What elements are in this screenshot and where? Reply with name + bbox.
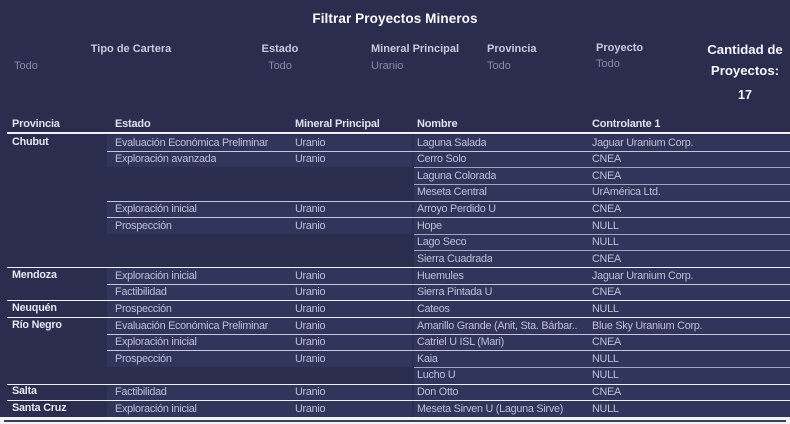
provincia-text: Río Negro [12,318,62,331]
table-row[interactable] [0,350,790,367]
estado-cell[interactable] [107,301,412,317]
controlante-text: Jaguar Uranium Corp. [592,269,694,282]
controlante-text: NULL [592,352,619,365]
project-count-label-line2: Proyectos: [710,63,780,78]
nombre-text: Huemules [417,269,464,282]
table-row[interactable] [0,384,790,401]
table-row[interactable] [0,134,790,151]
nombre-text: Hope [417,219,442,232]
filter-estado-label: Estado [261,43,299,55]
controlante-text: CNEA [592,386,621,399]
column-header-estado: Estado [115,118,151,130]
bottom-scrollbar[interactable] [0,417,790,424]
controlante-text: NULL [592,402,619,415]
nombre-text: Lucho U [417,369,456,382]
table-row[interactable] [0,250,790,267]
project-cell[interactable] [414,185,790,201]
nombre-text: Kaia [417,352,438,365]
table-row[interactable] [0,167,790,184]
table-row[interactable] [0,234,790,251]
controlante-text: CNEA [592,203,621,216]
project-cell[interactable] [414,235,790,251]
mineral-text: Uranio [295,203,326,216]
controlante-text: Blue Sky Uranium Corp. [592,319,703,332]
estado-cell[interactable] [107,318,412,334]
nombre-text: Catriel U ISL (Mari) [417,336,504,349]
column-header-controlante-1: Controlante 1 [592,118,661,130]
controlante-text: CNEA [592,169,621,182]
controlante-text: UrAmérica Ltd. [592,186,661,199]
filter-tipo-de-cartera-value[interactable]: Todo [14,60,38,72]
estado-cell[interactable] [107,401,412,417]
project-cell[interactable] [414,168,790,184]
provincia-text: Salta [12,385,37,398]
controlante-text: CNEA [592,286,621,299]
nombre-text: Sierra Cuadrada [417,252,493,265]
nombre-text: Cateos [417,302,450,315]
project-cell[interactable] [414,135,790,151]
estado-text: Exploración inicial [115,269,197,282]
project-cell[interactable] [414,401,790,417]
project-cell[interactable] [414,202,790,218]
project-cell[interactable] [414,318,790,334]
provincia-text: Neuquén [12,301,57,314]
project-cell[interactable] [414,251,790,267]
column-header-mineral-principal: Mineral Principal [295,118,380,130]
filter-estado-value[interactable]: Todo [268,60,292,72]
filter-mineral-principal-value[interactable]: Uranio [371,60,404,72]
project-cell[interactable] [414,368,790,384]
estado-cell[interactable] [107,135,412,151]
mineral-text: Uranio [295,136,326,149]
estado-text: Exploración inicial [115,402,197,415]
estado-text: Prospección [115,219,172,232]
provincia-text: Santa Cruz [12,401,67,414]
page-title: Filtrar Proyectos Mineros [312,11,478,26]
project-cell[interactable] [414,335,790,351]
estado-cell[interactable] [107,351,412,367]
table-row[interactable] [0,284,790,301]
estado-cell[interactable] [107,335,412,351]
nombre-text: Cerro Solo [417,153,467,166]
filter-proyecto-label: Proyecto [596,42,644,54]
nombre-text: Don Otto [417,386,459,399]
filter-provincia-value[interactable]: Todo [487,60,511,72]
table-row[interactable] [0,400,790,417]
mineral-text: Uranio [295,352,326,365]
controlante-text: NULL [592,236,619,249]
estado-text: Exploración inicial [115,203,197,216]
project-cell[interactable] [414,152,790,168]
mineral-text: Uranio [295,269,326,282]
project-cell[interactable] [414,385,790,401]
column-header-provincia: Provincia [12,118,60,130]
table-row[interactable] [0,151,790,168]
estado-text: Evaluación Económica Preliminar [115,136,269,149]
mineral-text: Uranio [295,219,326,232]
table-body [0,134,790,417]
mineral-text: Uranio [295,336,326,349]
estado-text: Exploración inicial [115,336,197,349]
estado-text: Factibilidad [115,386,167,399]
nombre-text: Sierra Pintada U [417,286,493,299]
table-row[interactable] [0,334,790,351]
estado-cell[interactable] [107,385,412,401]
estado-cell[interactable] [107,218,412,234]
table-row[interactable] [0,267,790,284]
nombre-text: Meseta Central [417,186,487,199]
controlante-text: NULL [592,369,619,382]
estado-text: Factibilidad [115,286,167,299]
controlante-text: Jaguar Uranium Corp. [592,136,694,149]
provincia-text: Mendoza [12,268,57,281]
controlante-text: NULL [592,219,619,232]
nombre-text: Laguna Colorada [417,169,497,182]
project-cell[interactable] [414,301,790,317]
controlante-text: CNEA [592,153,621,166]
table-row[interactable] [0,184,790,201]
table-row[interactable] [0,317,790,334]
table-row[interactable] [0,217,790,234]
nombre-text: Arroyo Perdido U [417,203,496,216]
controlante-text: CNEA [592,252,621,265]
table-header [0,118,790,132]
mineral-text: Uranio [295,402,326,415]
table-row[interactable] [0,300,790,317]
nombre-text: Amarillo Grande (Anit, Sta. Bárbar.. [417,319,578,332]
filter-mineral-principal-label: Mineral Principal [371,43,460,55]
project-cell[interactable] [414,351,790,367]
mineral-text: Uranio [295,153,326,166]
project-count-label [701,39,789,81]
estado-text: Prospección [115,302,172,315]
project-count-value: 17 [738,88,752,102]
nombre-text: Lago Seco [417,236,467,249]
project-cell[interactable] [414,218,790,234]
project-count-label-line1: Cantidad de [707,42,783,57]
mineral-text: Uranio [295,319,326,332]
estado-text: Prospección [115,352,172,365]
estado-cell[interactable] [107,152,412,168]
controlante-text: CNEA [592,336,621,349]
estado-text: Evaluación Económica Preliminar [115,319,269,332]
table-row[interactable] [0,367,790,384]
estado-cell[interactable] [107,202,412,218]
filter-tipo-de-cartera-label: Tipo de Cartera [90,43,172,55]
mineral-text: Uranio [295,386,326,399]
table-row[interactable] [0,201,790,218]
nombre-text: Laguna Salada [417,136,487,149]
estado-cell[interactable] [107,285,412,301]
provincia-text: Chubut [12,135,49,148]
scrollbar-line [4,420,786,422]
column-header-nombre: Nombre [417,118,458,130]
estado-cell[interactable] [107,268,412,284]
project-cell[interactable] [414,285,790,301]
nombre-text: Meseta Sirven U (Laguna Sirve) [417,402,564,415]
controlante-text: NULL [592,302,619,315]
mineral-text: Uranio [295,302,326,315]
estado-text: Exploración avanzada [115,153,217,166]
project-cell[interactable] [414,268,790,284]
filter-provincia-label: Provincia [487,43,537,55]
mineral-text: Uranio [295,286,326,299]
filter-proyecto-value[interactable]: Todo [596,58,620,70]
